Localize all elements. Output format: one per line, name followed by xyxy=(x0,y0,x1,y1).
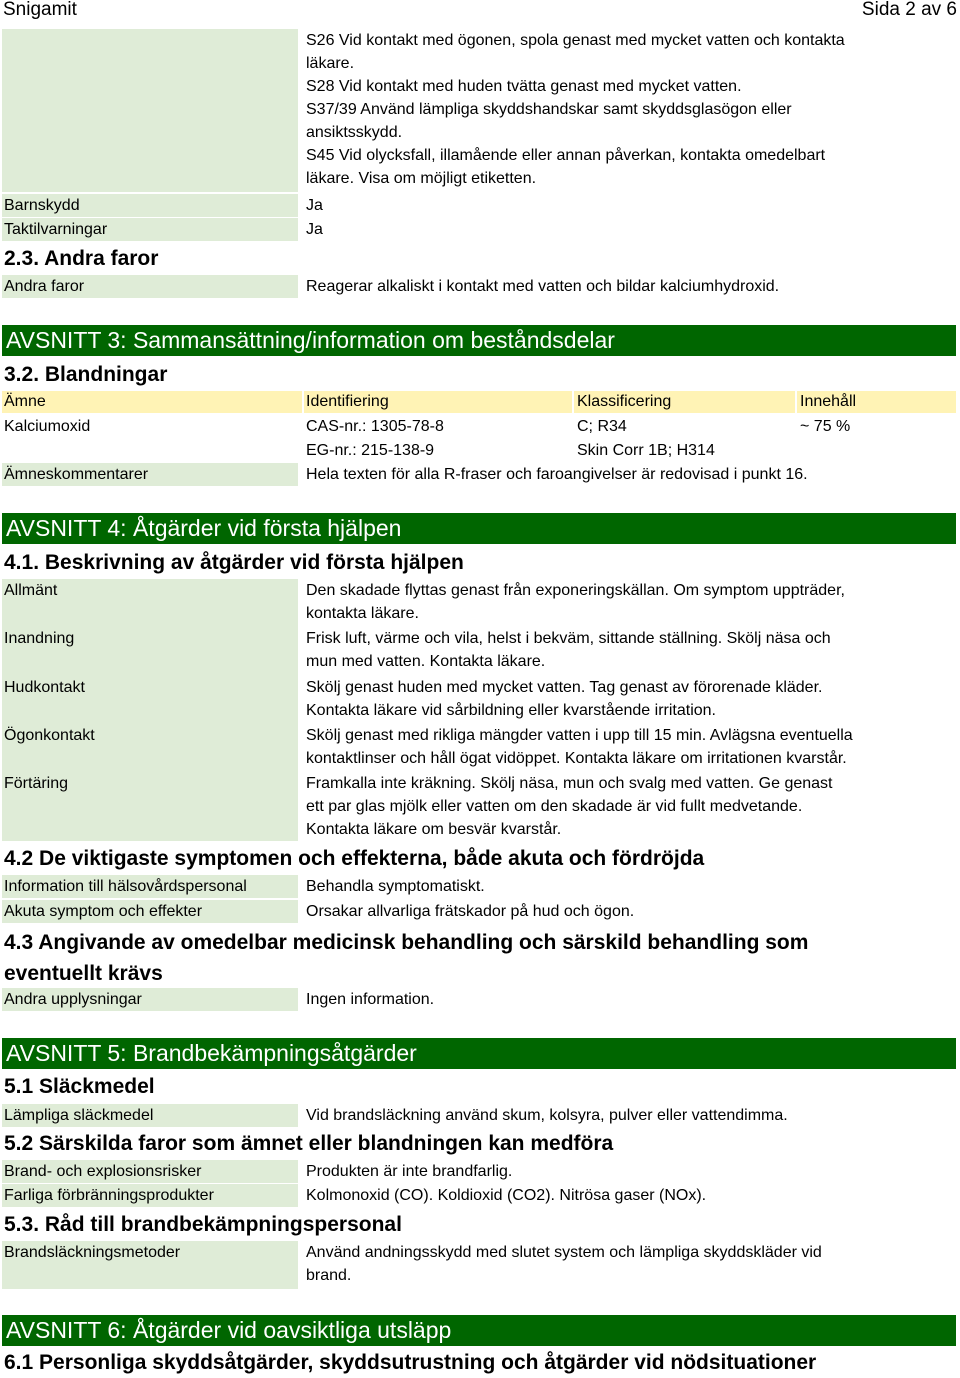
akuta-symptom-value: Orsakar allvarliga frätskador på hud och ögon. xyxy=(306,903,635,920)
akuta-symptom-label: Akuta symptom och effekter xyxy=(2,900,298,923)
fortaring-value xyxy=(306,772,832,841)
s-phrase-line: ansiktsskydd. xyxy=(306,124,403,141)
s-phrase-line: S28 Vid kontakt med huden tvätta genast med mycket vatten. xyxy=(306,78,742,95)
content-value: ~ 75 % xyxy=(800,418,851,435)
ogonkontakt-label: Ögonkontakt xyxy=(4,727,95,744)
barnskydd-label: Barnskydd xyxy=(2,194,298,217)
classification-2: Skin Corr 1B; H314 xyxy=(577,442,715,459)
section-3-title: AVSNITT 3: Sammansättning/information om beståndsdelar xyxy=(2,325,956,356)
lampliga-slackmedel-label: Lämpliga släckmedel xyxy=(2,1104,298,1127)
hudkontakt-label: Hudkontakt xyxy=(4,679,85,696)
lampliga-slackmedel-value: Vid brandsläckning använd skum, kolsyra, pulver eller vattendimma. xyxy=(306,1107,788,1124)
s-phrase-line: S45 Vid olycksfall, illamående eller annan påverkan, kontakta omedelbart xyxy=(306,147,826,164)
cas-number: CAS-nr.: 1305-78-8 xyxy=(306,418,444,435)
label-column-shade xyxy=(2,579,298,841)
text-line: Skölj genast med rikliga mängder vatten i upp till 15 min. Avlägsna eventuella xyxy=(306,727,853,744)
brandslackningsmetoder-label: Brandsläckningsmetoder xyxy=(4,1244,181,1261)
text-line: mun med vatten. Kontakta läkare. xyxy=(306,653,546,670)
divider xyxy=(302,391,304,413)
text-line: brand. xyxy=(306,1267,352,1284)
s-phrase-line: läkare. xyxy=(306,55,355,72)
andra-upplysningar-value: Ingen information. xyxy=(306,991,435,1008)
text-line: Den skadade flyttas genast från exponeringskällan. Om symptom uppträder, xyxy=(306,582,845,599)
subsection-4-2: 4.2 De viktigaste symptomen och effekterna, både akuta och fördröjda xyxy=(4,847,705,870)
amneskommentarer-label: Ämneskommentarer xyxy=(2,463,298,486)
text-line: Kontakta läkare vid sårbildning eller kvarstående irritation. xyxy=(306,702,716,719)
inandning-label: Inandning xyxy=(4,630,75,647)
classification-1: C; R34 xyxy=(577,418,627,435)
andra-faror-value: Reagerar alkaliskt i kontakt med vatten och bildar kalciumhydroxid. xyxy=(306,278,780,295)
subsection-4-1: 4.1. Beskrivning av åtgärder vid första hjälpen xyxy=(4,551,464,574)
subsection-5-2: 5.2 Särskilda faror som ämnet eller blandningen kan medföra xyxy=(4,1132,614,1155)
subsection-4-3 xyxy=(4,927,808,989)
text-line: Frisk luft, värme och vila, helst i bekväm, sittande ställning. Skölj näsa och xyxy=(306,630,831,647)
text-line: Skölj genast huden med mycket vatten. Tag genast av förorenade kläder. xyxy=(306,679,823,696)
barnskydd-value: Ja xyxy=(306,197,323,214)
text-line: Använd andningsskydd med slutet system och lämpliga skyddskläder vid xyxy=(306,1244,822,1261)
ogonkontakt-value xyxy=(306,724,853,770)
s-phrase-line: läkare. Visa om möjligt etiketten. xyxy=(306,170,537,187)
subsection-5-3: 5.3. Råd till brandbekämpningspersonal xyxy=(4,1213,402,1236)
page-number: Sida 2 av 6 xyxy=(861,0,957,20)
andra-faror-label: Andra faror xyxy=(2,275,298,298)
s-phrase-line: S37/39 Använd lämpliga skyddshandskar samt skyddsglasögon eller xyxy=(306,101,792,118)
text-line: ett par glas mjölk eller vatten om den skadade är vid fullt medvetande. xyxy=(306,798,803,815)
subsection-2-3: 2.3. Andra faror xyxy=(4,247,159,270)
subsection-6-1: 6.1 Personliga skyddsåtgärder, skyddsutrustning och åtgärder vid nödsituationer xyxy=(4,1351,817,1374)
label-column-shade xyxy=(2,29,298,192)
text-line: kontakta läkare. xyxy=(306,605,419,622)
col-klassificering: Klassificering xyxy=(577,393,672,410)
col-amne: Ämne xyxy=(4,393,46,410)
text-line: Kontakta läkare om besvär kvarstår. xyxy=(306,821,562,838)
substance-name: Kalciumoxid xyxy=(4,418,91,435)
fortaring-label: Förtäring xyxy=(4,775,69,792)
taktil-value: Ja xyxy=(306,221,323,238)
text-line: kontaktlinser och håll ögat vidöppet. Kontakta läkare om irritationen kvarstår. xyxy=(306,750,847,767)
table-header xyxy=(2,391,956,413)
divider xyxy=(572,391,574,413)
brand-explosionsrisker-label: Brand- och explosionsrisker xyxy=(2,1160,298,1183)
text-line: Framkalla inte kräkning. Skölj näsa, mun och svalg med vatten. Ge genast xyxy=(306,775,833,792)
brand-explosionsrisker-value: Produkten är inte brandfarlig. xyxy=(306,1163,513,1180)
col-innehall: Innehåll xyxy=(800,393,857,410)
product-name: Snigamit xyxy=(3,0,77,20)
info-halsovard-label: Information till hälsovårdspersonal xyxy=(2,875,298,898)
heading-line: eventuellt krävs xyxy=(4,962,163,985)
hudkontakt-value xyxy=(306,676,822,722)
farliga-forbranningsprodukter-label: Farliga förbränningsprodukter xyxy=(2,1184,298,1207)
farliga-forbranningsprodukter-value: Kolmonoxid (CO). Koldioxid (CO2). Nitrösa gaser (NOx). xyxy=(306,1187,707,1204)
brandslackningsmetoder-value xyxy=(306,1241,822,1287)
allmant-value xyxy=(306,579,845,625)
eg-number: EG-nr.: 215-138-9 xyxy=(306,442,435,459)
andra-upplysningar-label: Andra upplysningar xyxy=(2,988,298,1011)
heading-line: 4.3 Angivande av omedelbar medicinsk behandling och särskild behandling som xyxy=(4,931,809,954)
section-5-title: AVSNITT 5: Brandbekämpningsåtgärder xyxy=(2,1038,956,1069)
section-4-title: AVSNITT 4: Åtgärder vid första hjälpen xyxy=(2,513,956,544)
section-6-title: AVSNITT 6: Åtgärder vid oavsiktliga utsläpp xyxy=(2,1315,956,1346)
inandning-value xyxy=(306,627,831,673)
subsection-3-2: 3.2. Blandningar xyxy=(4,363,168,386)
s-phrases xyxy=(306,29,845,190)
info-halsovard-value: Behandla symptomatiskt. xyxy=(306,878,485,895)
divider xyxy=(795,391,797,413)
subsection-5-1: 5.1 Släckmedel xyxy=(4,1075,155,1098)
allmant-label: Allmänt xyxy=(4,582,58,599)
s-phrase-line: S26 Vid kontakt med ögonen, spola genast med mycket vatten och kontakta xyxy=(306,32,845,49)
taktil-label: Taktilvarningar xyxy=(2,218,298,241)
col-identifiering: Identifiering xyxy=(306,393,389,410)
amneskommentarer-value: Hela texten för alla R-fraser och faroangivelser är redovisad i punkt 16. xyxy=(306,466,808,483)
